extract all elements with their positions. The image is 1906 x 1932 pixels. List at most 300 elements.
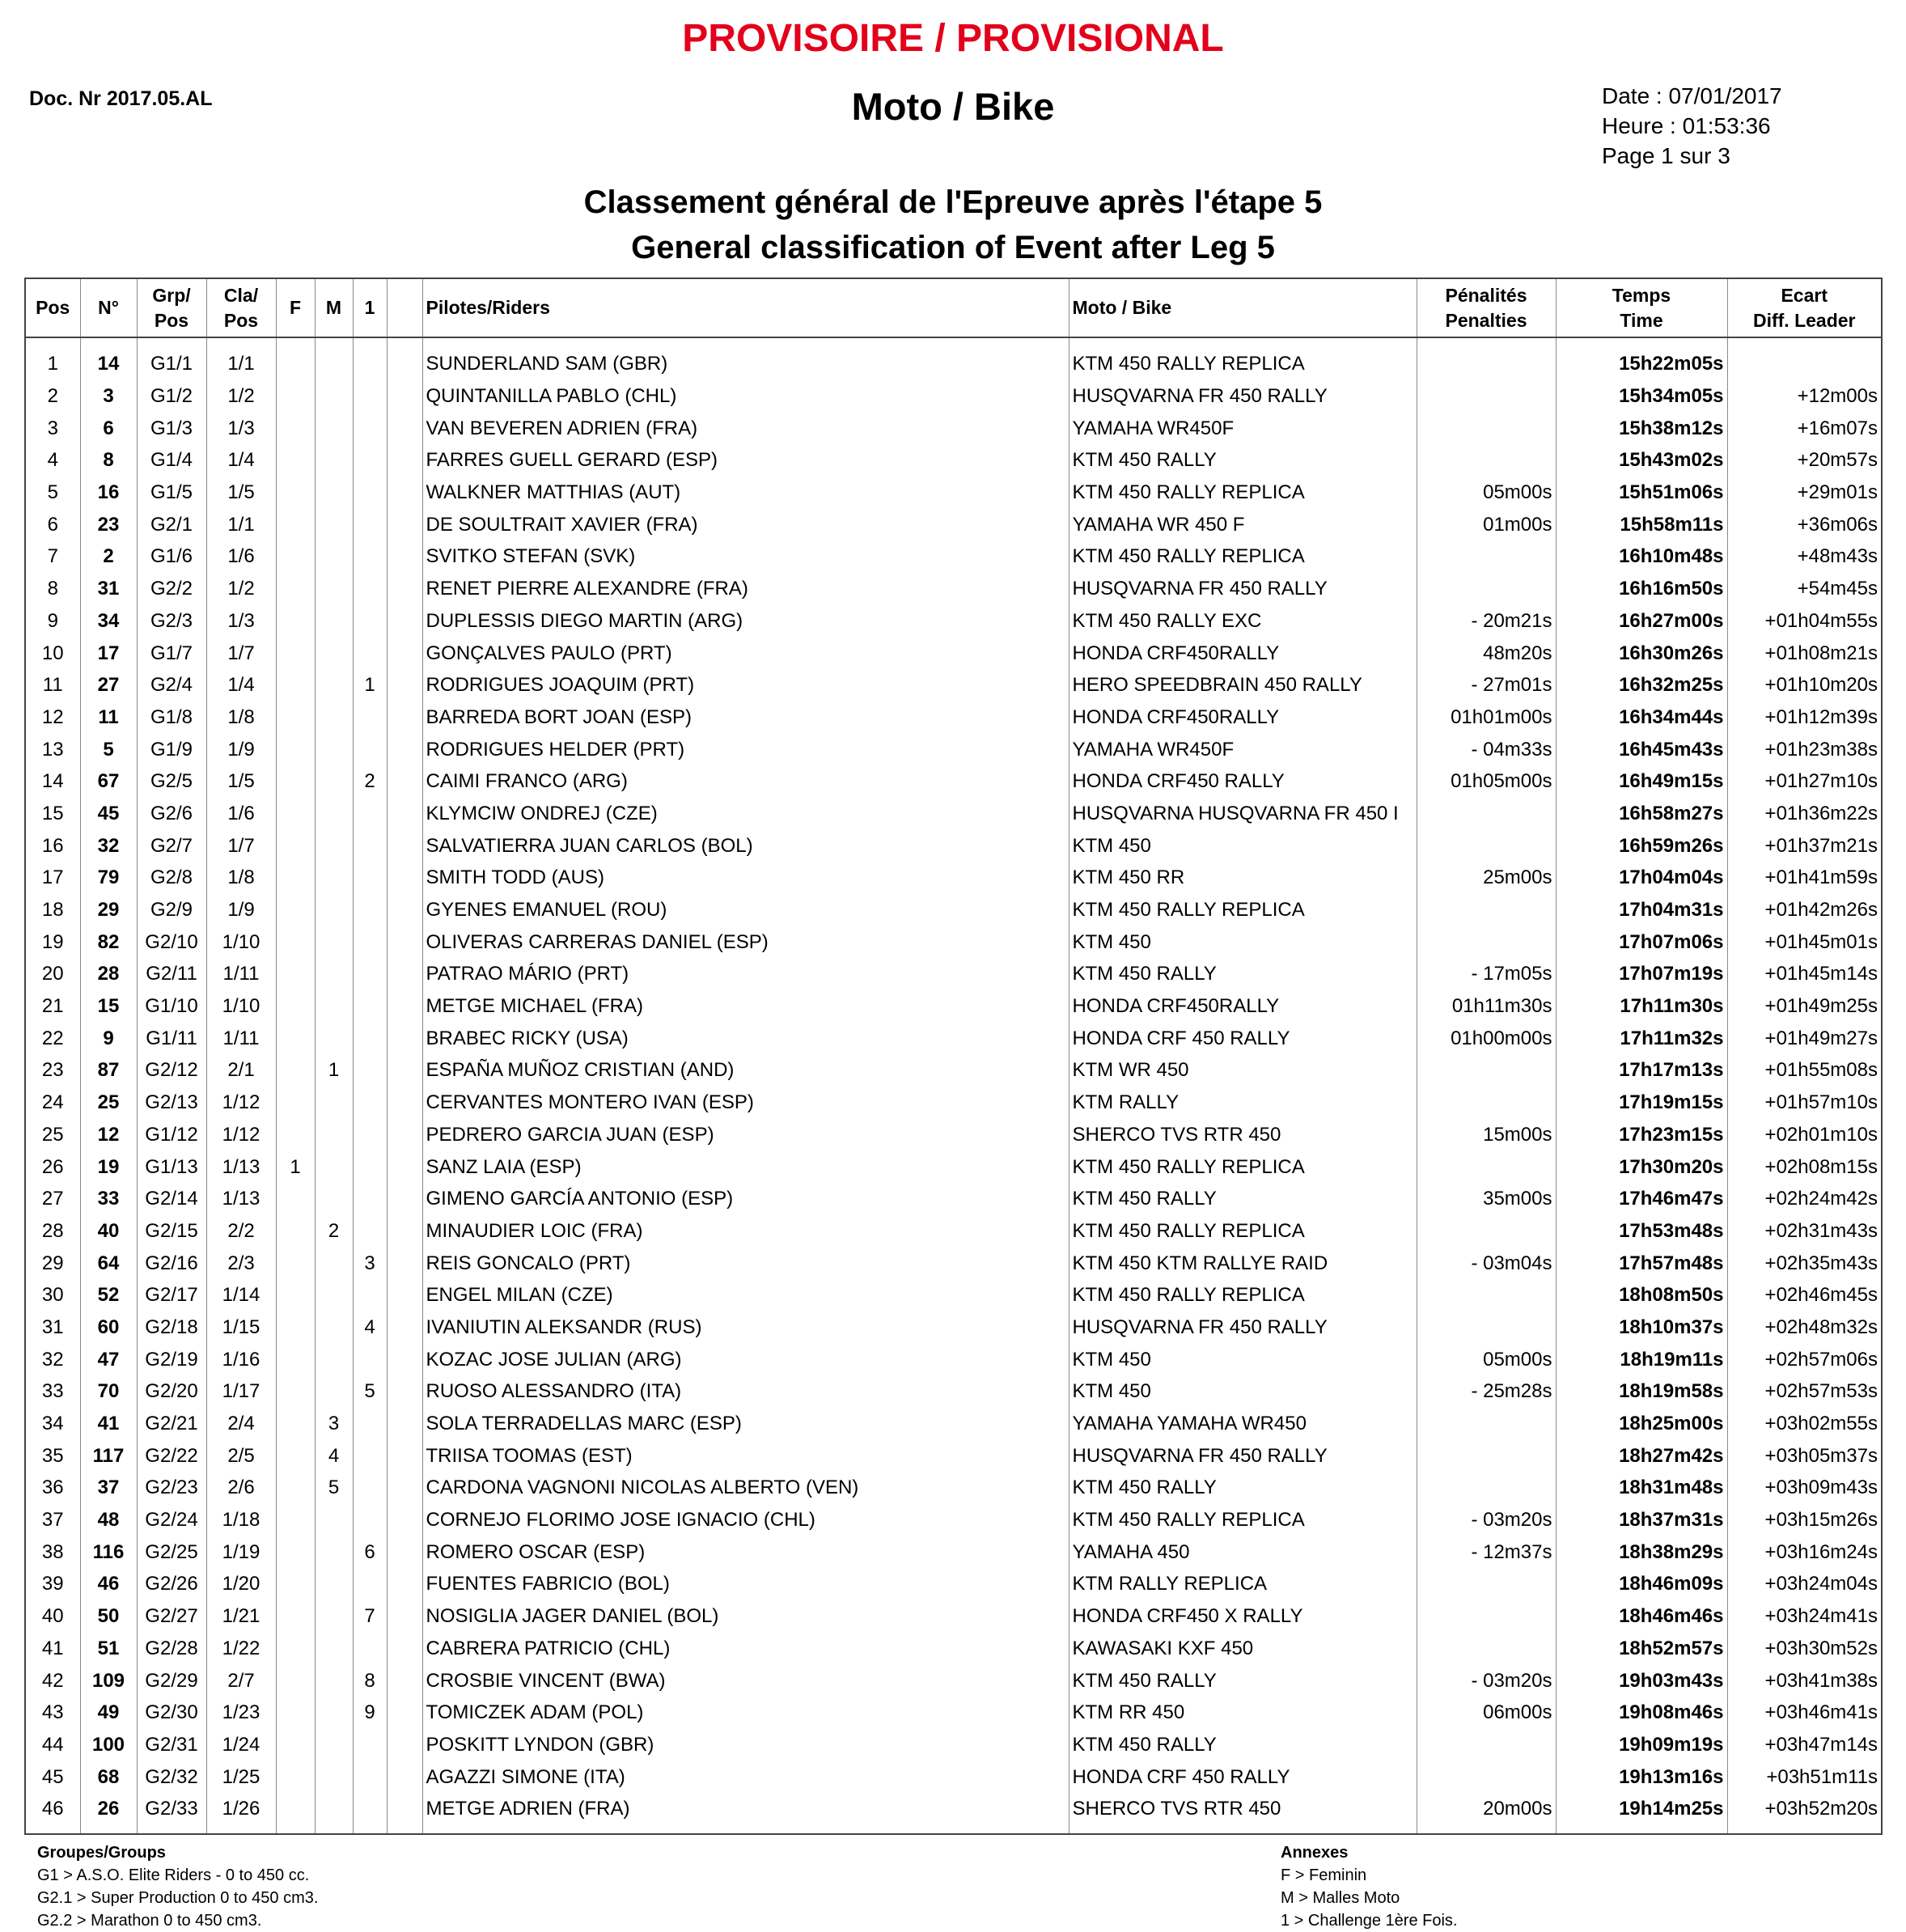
cell-group: G1/12 <box>137 1119 206 1151</box>
table-row <box>25 477 1882 509</box>
cell-m <box>315 605 353 638</box>
cell-pos: 23 <box>41 1059 64 1082</box>
cell-pos: 42 <box>41 1669 64 1692</box>
cell-one <box>353 1022 387 1054</box>
cell-gap: +03h16m24s <box>1727 1536 1882 1568</box>
cell-one <box>353 1279 387 1311</box>
cell-one <box>353 1215 387 1248</box>
cell-blank <box>387 1793 422 1834</box>
cell-pos: 4 <box>47 449 58 472</box>
cell-m <box>315 1793 353 1834</box>
cell-rider: VAN BEVEREN ADRIEN (FRA) <box>422 412 1069 444</box>
cell-penalty <box>1417 1760 1556 1793</box>
cell-penalty <box>1417 1568 1556 1600</box>
cell-bike: KTM 450 RALLY <box>1069 444 1417 477</box>
cell-blank <box>387 1729 422 1761</box>
cell-penalty: - 12m37s <box>1417 1536 1556 1568</box>
cell-gap: +48m43s <box>1727 540 1882 573</box>
cell-gap: +01h04m55s <box>1727 605 1882 638</box>
cell-penalty: - 04m33s <box>1417 733 1556 765</box>
table-row <box>25 1215 1882 1248</box>
cell-class: 1/21 <box>206 1600 276 1633</box>
cell-blank <box>387 701 422 734</box>
cell-rider: METGE MICHAEL (FRA) <box>422 990 1069 1023</box>
cell-group: G2/29 <box>137 1664 206 1697</box>
cell-blank <box>387 958 422 990</box>
cell-blank <box>387 1633 422 1665</box>
cell-group: G2/10 <box>137 926 206 958</box>
cell-penalty: 35m00s <box>1417 1183 1556 1215</box>
table-row <box>25 1279 1882 1311</box>
cell-time: 18h19m58s <box>1556 1375 1727 1408</box>
cell-f <box>276 1311 315 1344</box>
cell-group: G1/5 <box>137 477 206 509</box>
cell-time: 18h38m29s <box>1556 1536 1727 1568</box>
table-row <box>25 1183 1882 1215</box>
cell-rider: RODRIGUES HELDER (PRT) <box>422 733 1069 765</box>
cell-gap: +03h46m41s <box>1727 1697 1882 1729</box>
col-blank <box>387 278 422 337</box>
cell-gap: +03h30m52s <box>1727 1633 1882 1665</box>
cell-blank <box>387 1183 422 1215</box>
cell-blank <box>387 1504 422 1536</box>
cell-gap: +02h08m15s <box>1727 1150 1882 1183</box>
cell-rider: CROSBIE VINCENT (BWA) <box>422 1664 1069 1697</box>
cell-number: 52 <box>80 1279 137 1311</box>
cell-gap: +01h42m26s <box>1727 894 1882 926</box>
cell-number: 28 <box>80 958 137 990</box>
cell-time: 16h30m26s <box>1556 637 1727 669</box>
cell-number: 82 <box>80 926 137 958</box>
cell-class: 1/23 <box>206 1697 276 1729</box>
cell-bike: SHERCO TVS RTR 450 <box>1069 1793 1417 1834</box>
cell-blank <box>387 1087 422 1119</box>
cell-rider: NOSIGLIA JAGER DANIEL (BOL) <box>422 1600 1069 1633</box>
table-row <box>25 926 1882 958</box>
cell-group: G2/8 <box>137 862 206 894</box>
cell-time: 16h34m44s <box>1556 701 1727 734</box>
cell-bike: HONDA CRF450RALLY <box>1069 990 1417 1023</box>
cell-penalty <box>1417 1633 1556 1665</box>
cell-bike: YAMAHA WR 450 F <box>1069 508 1417 540</box>
cell-time: 19h09m19s <box>1556 1729 1727 1761</box>
cell-bike: KTM 450 RALLY REPLICA <box>1069 477 1417 509</box>
cell-rider: QUINTANILLA PABLO (CHL) <box>422 380 1069 413</box>
cell-class: 1/7 <box>206 829 276 862</box>
table-row <box>25 444 1882 477</box>
cell-rider: SMITH TODD (AUS) <box>422 862 1069 894</box>
cell-blank <box>387 1760 422 1793</box>
cell-class: 1/1 <box>206 337 276 380</box>
cell-penalty <box>1417 1439 1556 1472</box>
cell-f <box>276 337 315 380</box>
table-row <box>25 1793 1882 1834</box>
cell-group: G1/1 <box>137 337 206 380</box>
cell-time: 15h43m02s <box>1556 444 1727 477</box>
cell-number: 3 <box>80 380 137 413</box>
cell-pos: 43 <box>41 1701 64 1724</box>
table-row <box>25 380 1882 413</box>
page-line: Page 1 sur 3 <box>1602 143 1730 168</box>
cell-f <box>276 540 315 573</box>
cell-penalty <box>1417 1279 1556 1311</box>
cell-rider: SUNDERLAND SAM (GBR) <box>422 337 1069 380</box>
cell-pos: 36 <box>41 1477 64 1499</box>
cell-gap: +01h10m20s <box>1727 669 1882 701</box>
cell-m <box>315 1279 353 1311</box>
cell-class: 1/13 <box>206 1183 276 1215</box>
cell-time: 15h22m05s <box>1556 337 1727 380</box>
cell-m: 4 <box>315 1439 353 1472</box>
cell-bike: YAMAHA 450 <box>1069 1536 1417 1568</box>
cell-one <box>353 1504 387 1536</box>
cell-penalty: - 03m20s <box>1417 1504 1556 1536</box>
cell-f <box>276 573 315 605</box>
cell-gap: +03h24m04s <box>1727 1568 1882 1600</box>
provisional-banner: PROVISOIRE / PROVISIONAL <box>682 17 1224 60</box>
cell-one <box>353 1472 387 1504</box>
cell-pos: 9 <box>47 609 58 632</box>
cell-number: 31 <box>80 573 137 605</box>
cell-number: 15 <box>80 990 137 1023</box>
cell-time: 17h19m15s <box>1556 1087 1727 1119</box>
cell-gap: +20m57s <box>1727 444 1882 477</box>
cell-rider: CABRERA PATRICIO (CHL) <box>422 1633 1069 1665</box>
cell-pos: 41 <box>41 1637 64 1659</box>
cell-gap: +01h23m38s <box>1727 733 1882 765</box>
cell-one: 5 <box>353 1375 387 1408</box>
cell-rider: MINAUDIER LOIC (FRA) <box>422 1215 1069 1248</box>
cell-rider: BARREDA BORT JOAN (ESP) <box>422 701 1069 734</box>
cell-one <box>353 1150 387 1183</box>
cell-bike: HONDA CRF450 X RALLY <box>1069 1600 1417 1633</box>
cell-rider: GIMENO GARCÍA ANTONIO (ESP) <box>422 1183 1069 1215</box>
cell-rider: PATRAO MÁRIO (PRT) <box>422 958 1069 990</box>
cell-one <box>353 829 387 862</box>
cell-group: G2/5 <box>137 765 206 798</box>
cell-group: G2/12 <box>137 1054 206 1087</box>
cell-one <box>353 1760 387 1793</box>
cell-class: 1/4 <box>206 444 276 477</box>
col-penalties <box>1417 278 1556 337</box>
cell-f <box>276 1633 315 1665</box>
cell-m <box>315 1729 353 1761</box>
cell-m <box>315 1664 353 1697</box>
cell-number: 6 <box>80 412 137 444</box>
cell-f <box>276 829 315 862</box>
cell-pos: 20 <box>41 963 64 985</box>
cell-f <box>276 605 315 638</box>
cell-time: 18h10m37s <box>1556 1311 1727 1344</box>
cell-time: 17h57m48s <box>1556 1247 1727 1279</box>
cell-bike: KTM 450 RALLY REPLICA <box>1069 1279 1417 1311</box>
cell-blank <box>387 573 422 605</box>
cell-number: 19 <box>80 1150 137 1183</box>
cell-blank <box>387 1279 422 1311</box>
table-row <box>25 1119 1882 1151</box>
cell-f <box>276 444 315 477</box>
cell-m <box>315 412 353 444</box>
cell-one <box>353 1729 387 1761</box>
cell-penalty <box>1417 444 1556 477</box>
cell-time: 15h38m12s <box>1556 412 1727 444</box>
cell-time: 18h37m31s <box>1556 1504 1727 1536</box>
cell-bike: HONDA CRF 450 RALLY <box>1069 1022 1417 1054</box>
cell-group: G1/9 <box>137 733 206 765</box>
cell-penalty <box>1417 1729 1556 1761</box>
cell-penalty <box>1417 1311 1556 1344</box>
cell-rider: FARRES GUELL GERARD (ESP) <box>422 444 1069 477</box>
table-row <box>25 1439 1882 1472</box>
cell-number: 48 <box>80 1504 137 1536</box>
cell-bike: KTM 450 KTM RALLYE RAID <box>1069 1247 1417 1279</box>
cell-f <box>276 1054 315 1087</box>
cell-gap: +03h51m11s <box>1727 1760 1882 1793</box>
cell-one <box>353 1343 387 1375</box>
cell-number: 2 <box>80 540 137 573</box>
cell-pos: 17 <box>41 866 64 889</box>
cell-number: 11 <box>80 701 137 734</box>
cell-one <box>353 862 387 894</box>
cell-one <box>353 540 387 573</box>
cell-time: 15h34m05s <box>1556 380 1727 413</box>
cell-class: 1/8 <box>206 701 276 734</box>
cell-one <box>353 444 387 477</box>
cell-rider: WALKNER MATTHIAS (AUT) <box>422 477 1069 509</box>
cell-pos: 38 <box>41 1540 64 1563</box>
table-row <box>25 1472 1882 1504</box>
cell-rider: ESPAÑA MUÑOZ CRISTIAN (AND) <box>422 1054 1069 1087</box>
date-block <box>1602 81 1782 171</box>
cell-pos: 18 <box>41 899 64 922</box>
cell-f <box>276 1664 315 1697</box>
cell-f <box>276 637 315 669</box>
cell-f <box>276 1087 315 1119</box>
cell-gap: +01h37m21s <box>1727 829 1882 862</box>
cell-class: 2/4 <box>206 1408 276 1440</box>
cell-group: G2/27 <box>137 1600 206 1633</box>
cell-group: G2/25 <box>137 1536 206 1568</box>
cell-m <box>315 477 353 509</box>
cell-gap: +03h41m38s <box>1727 1664 1882 1697</box>
cell-f <box>276 1472 315 1504</box>
cell-blank <box>387 412 422 444</box>
cell-f <box>276 1375 315 1408</box>
cell-number: 109 <box>80 1664 137 1697</box>
table-row <box>25 1633 1882 1665</box>
cell-m <box>315 701 353 734</box>
cell-group: G1/10 <box>137 990 206 1023</box>
table-row <box>25 540 1882 573</box>
cell-f <box>276 477 315 509</box>
cell-number: 87 <box>80 1054 137 1087</box>
cell-class: 1/24 <box>206 1729 276 1761</box>
cell-m <box>315 573 353 605</box>
cell-pos: 31 <box>41 1316 64 1338</box>
cell-time: 17h53m48s <box>1556 1215 1727 1248</box>
col-class-l2: Pos <box>223 309 259 331</box>
cell-blank <box>387 990 422 1023</box>
cell-one <box>353 1439 387 1472</box>
cell-m <box>315 1150 353 1183</box>
cell-class: 2/5 <box>206 1439 276 1472</box>
cell-rider: TOMICZEK ADAM (POL) <box>422 1697 1069 1729</box>
cell-number: 32 <box>80 829 137 862</box>
cell-rider: KOZAC JOSE JULIAN (ARG) <box>422 1343 1069 1375</box>
cell-time: 18h08m50s <box>1556 1279 1727 1311</box>
cell-class: 1/26 <box>206 1793 276 1834</box>
col-class-l1: Cla/ <box>223 284 259 306</box>
cell-penalty: - 27m01s <box>1417 669 1556 701</box>
cell-bike: KAWASAKI KXF 450 <box>1069 1633 1417 1665</box>
cell-one <box>353 701 387 734</box>
cell-f <box>276 1279 315 1311</box>
cell-one <box>353 1568 387 1600</box>
cell-time: 16h27m00s <box>1556 605 1727 638</box>
cell-blank <box>387 862 422 894</box>
cell-class: 1/22 <box>206 1633 276 1665</box>
cell-rider: DUPLESSIS DIEGO MARTIN (ARG) <box>422 605 1069 638</box>
cell-bike: KTM 450 RR <box>1069 862 1417 894</box>
cell-group: G2/31 <box>137 1729 206 1761</box>
cell-class: 2/7 <box>206 1664 276 1697</box>
cell-m <box>315 1375 353 1408</box>
groups-title: Groupes/Groups <box>37 1844 166 1862</box>
cell-blank <box>387 637 422 669</box>
cell-rider: GYENES EMANUEL (ROU) <box>422 894 1069 926</box>
cell-blank <box>387 1568 422 1600</box>
cell-m <box>315 1633 353 1665</box>
cell-pos: 2 <box>47 385 58 408</box>
cell-m <box>315 1697 353 1729</box>
cell-m <box>315 1760 353 1793</box>
cell-blank <box>387 669 422 701</box>
cell-blank <box>387 1697 422 1729</box>
cell-blank <box>387 765 422 798</box>
cell-group: G1/6 <box>137 540 206 573</box>
cell-f <box>276 1343 315 1375</box>
cell-number: 64 <box>80 1247 137 1279</box>
cell-class: 2/3 <box>206 1247 276 1279</box>
cell-group: G2/14 <box>137 1183 206 1215</box>
cell-penalty <box>1417 412 1556 444</box>
cell-one <box>353 637 387 669</box>
cell-f <box>276 380 315 413</box>
cell-bike: HUSQVARNA FR 450 RALLY <box>1069 380 1417 413</box>
cell-penalty <box>1417 1150 1556 1183</box>
cell-one <box>353 798 387 830</box>
cell-one <box>353 477 387 509</box>
cell-bike: HUSQVARNA FR 450 RALLY <box>1069 1311 1417 1344</box>
cell-rider: OLIVERAS CARRERAS DANIEL (ESP) <box>422 926 1069 958</box>
cell-number: 17 <box>80 637 137 669</box>
cell-class: 2/2 <box>206 1215 276 1248</box>
col-one: 1 <box>353 278 387 337</box>
cell-rider: METGE ADRIEN (FRA) <box>422 1793 1069 1834</box>
cell-penalty: 01h01m00s <box>1417 701 1556 734</box>
table-row <box>25 1536 1882 1568</box>
cell-f <box>276 1697 315 1729</box>
annex-line: M > Malles Moto <box>1281 1889 1400 1907</box>
cell-penalty: - 25m28s <box>1417 1375 1556 1408</box>
cell-pos: 30 <box>41 1284 64 1307</box>
cell-blank <box>387 1536 422 1568</box>
cell-penalty <box>1417 380 1556 413</box>
table-row <box>25 1343 1882 1375</box>
cell-pos: 28 <box>41 1219 64 1242</box>
cell-blank <box>387 1408 422 1440</box>
table-row <box>25 1760 1882 1793</box>
cell-pos: 45 <box>41 1765 64 1788</box>
cell-number: 29 <box>80 894 137 926</box>
cell-gap: +01h49m27s <box>1727 1022 1882 1054</box>
cell-group: G2/17 <box>137 1279 206 1311</box>
cell-gap: +29m01s <box>1727 477 1882 509</box>
cell-f <box>276 798 315 830</box>
category-title: Moto / Bike <box>851 85 1055 128</box>
cell-bike: KTM 450 RALLY <box>1069 958 1417 990</box>
table-row <box>25 958 1882 990</box>
cell-class: 1/5 <box>206 765 276 798</box>
table-row <box>25 1568 1882 1600</box>
cell-group: G2/22 <box>137 1439 206 1472</box>
cell-number: 33 <box>80 1183 137 1215</box>
col-class <box>206 278 276 337</box>
cell-class: 1/2 <box>206 380 276 413</box>
cell-penalty: 01h05m00s <box>1417 765 1556 798</box>
cell-time: 19h13m16s <box>1556 1760 1727 1793</box>
cell-class: 1/14 <box>206 1279 276 1311</box>
table-row <box>25 669 1882 701</box>
cell-rider: RENET PIERRE ALEXANDRE (FRA) <box>422 573 1069 605</box>
cell-time: 17h23m15s <box>1556 1119 1727 1151</box>
cell-pos: 29 <box>41 1252 64 1274</box>
cell-number: 45 <box>80 798 137 830</box>
cell-pos: 3 <box>47 417 58 439</box>
cell-class: 1/3 <box>206 412 276 444</box>
cell-penalty <box>1417 1472 1556 1504</box>
cell-number: 16 <box>80 477 137 509</box>
date-line: Date : 07/01/2017 <box>1602 83 1782 108</box>
cell-gap: +03h24m41s <box>1727 1600 1882 1633</box>
cell-blank <box>387 926 422 958</box>
cell-one <box>353 958 387 990</box>
cell-penalty: 48m20s <box>1417 637 1556 669</box>
cell-time: 17h07m06s <box>1556 926 1727 958</box>
cell-gap: +02h57m53s <box>1727 1375 1882 1408</box>
cell-penalty: - 17m05s <box>1417 958 1556 990</box>
cell-group: G2/21 <box>137 1408 206 1440</box>
cell-bike: HONDA CRF450RALLY <box>1069 701 1417 734</box>
cell-number: 14 <box>80 337 137 380</box>
cell-bike: SHERCO TVS RTR 450 <box>1069 1119 1417 1151</box>
cell-m: 2 <box>315 1215 353 1248</box>
cell-blank <box>387 1150 422 1183</box>
cell-time: 18h25m00s <box>1556 1408 1727 1440</box>
table-header-row <box>25 278 1882 337</box>
cell-group: G2/11 <box>137 958 206 990</box>
cell-m <box>315 765 353 798</box>
cell-one <box>353 894 387 926</box>
cell-f <box>276 1729 315 1761</box>
cell-penalty <box>1417 1600 1556 1633</box>
cell-blank <box>387 1054 422 1087</box>
cell-f <box>276 926 315 958</box>
cell-group: G2/4 <box>137 669 206 701</box>
cell-f <box>276 1536 315 1568</box>
cell-one <box>353 605 387 638</box>
cell-bike: KTM RALLY REPLICA <box>1069 1568 1417 1600</box>
